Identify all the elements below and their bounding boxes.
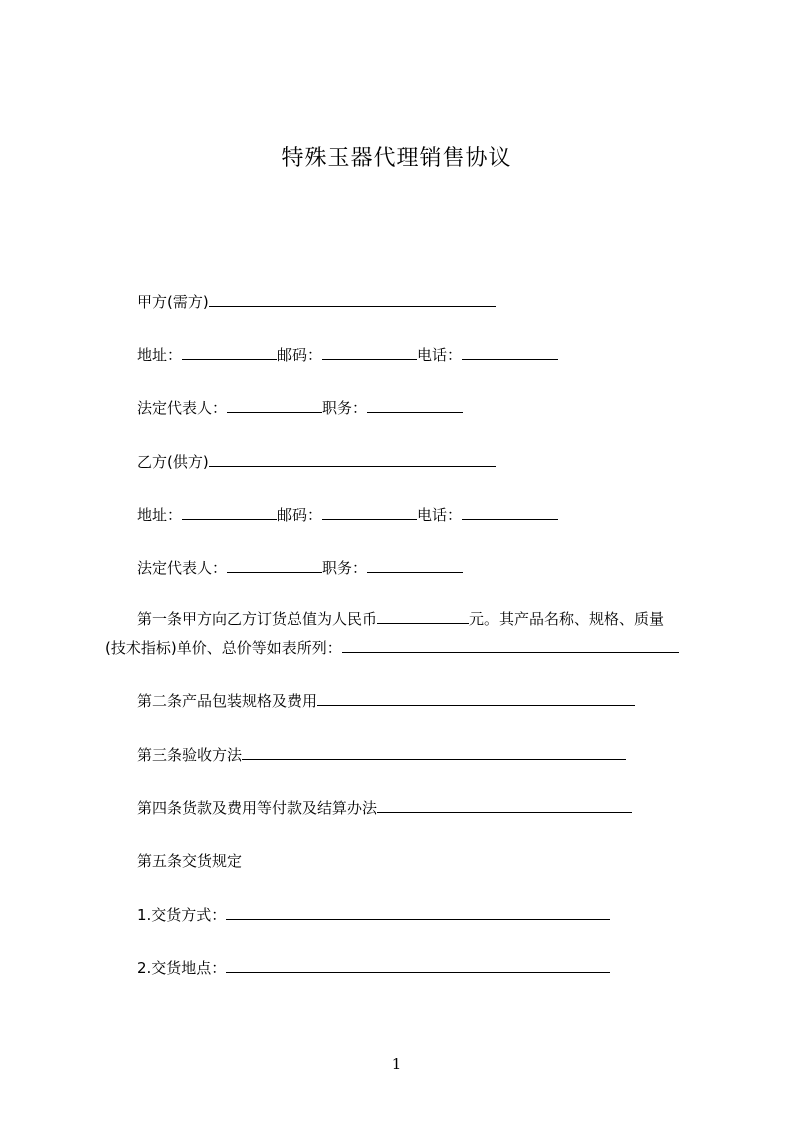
party-b-position-label: 职务： [322, 559, 368, 577]
party-a-phone-blank[interactable] [462, 344, 558, 360]
party-a-label: 甲方(需方) [137, 293, 209, 311]
article-1-line-2 [105, 634, 705, 663]
delivery-method-line [137, 904, 610, 925]
party-a-contact-line [137, 344, 558, 365]
party-a-address-label: 地址： [137, 346, 183, 364]
page-number: 1 [391, 1055, 402, 1073]
party-b-line [137, 451, 496, 472]
article-3-blank[interactable] [242, 744, 626, 760]
article-5-text: 第五条交货规定 [137, 852, 243, 870]
article-2-text: 第二条产品包装规格及费用 [137, 692, 318, 710]
party-a-postcode-blank[interactable] [322, 344, 417, 360]
party-b-postcode-blank[interactable] [322, 504, 417, 520]
article-1-line-1 [105, 605, 705, 634]
party-b-label: 乙方(供方) [137, 453, 209, 471]
article-1-spec-blank[interactable] [342, 637, 679, 653]
document-title: 特殊玉器代理销售协议 [281, 146, 512, 171]
article-2-line [137, 690, 635, 711]
party-b-postcode-label: 邮码： [277, 506, 323, 524]
party-b-rep-line [137, 557, 463, 578]
article-4-blank[interactable] [377, 797, 632, 813]
article-1-text-2: 元。其产品名称、规格、质量 [469, 610, 665, 628]
article-4-line [137, 797, 632, 818]
party-b-blank[interactable] [209, 451, 496, 467]
article-5-line [137, 851, 242, 871]
party-b-rep-blank[interactable] [227, 557, 322, 573]
party-a-blank[interactable] [209, 291, 496, 307]
party-b-address-label: 地址： [137, 506, 183, 524]
party-b-address-blank[interactable] [182, 504, 277, 520]
article-1-paragraph [105, 605, 705, 663]
delivery-place-blank[interactable] [226, 957, 610, 973]
party-a-rep-line [137, 397, 463, 418]
party-a-position-blank[interactable] [367, 397, 463, 413]
article-4-text: 第四条货款及费用等付款及结算办法 [137, 799, 378, 817]
article-3-line [137, 744, 626, 765]
article-1-amount-blank[interactable] [377, 608, 469, 624]
party-b-phone-blank[interactable] [462, 504, 558, 520]
party-a-postcode-label: 邮码： [277, 346, 323, 364]
article-1-text-1: 第一条甲方向乙方订货总值为人民币 [137, 610, 378, 628]
article-3-text: 第三条验收方法 [137, 746, 243, 764]
delivery-method-label: 1.交货方式： [137, 906, 227, 924]
party-a-phone-label: 电话： [417, 346, 463, 364]
party-a-address-blank[interactable] [182, 344, 277, 360]
delivery-place-label: 2.交货地点： [137, 959, 227, 977]
party-a-rep-label: 法定代表人： [137, 399, 228, 417]
party-a-line [137, 291, 496, 312]
party-b-phone-label: 电话： [417, 506, 463, 524]
party-b-contact-line [137, 504, 558, 525]
delivery-place-line [137, 957, 610, 978]
party-b-rep-label: 法定代表人： [137, 559, 228, 577]
party-a-position-label: 职务： [322, 399, 368, 417]
party-a-rep-blank[interactable] [227, 397, 322, 413]
article-2-blank[interactable] [317, 690, 635, 706]
delivery-method-blank[interactable] [226, 904, 610, 920]
party-b-position-blank[interactable] [367, 557, 463, 573]
article-1-text-3: (技术指标)单价、总价等如表所列： [105, 639, 342, 657]
